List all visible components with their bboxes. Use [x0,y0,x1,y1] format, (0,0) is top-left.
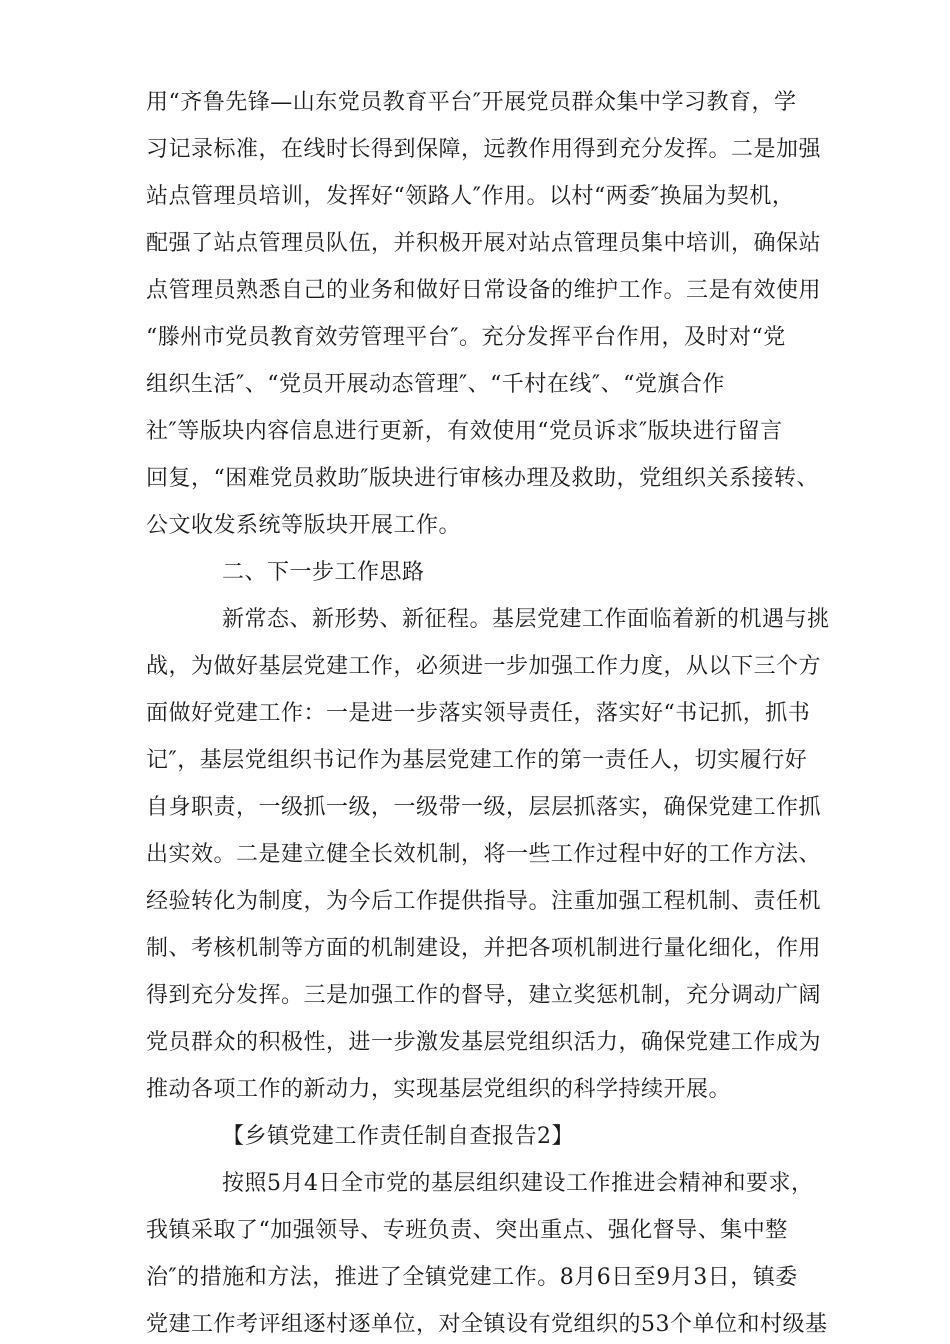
text-line: 点管理员熟悉自己的业务和做好日常设备的维护工作。三是有效使用 [146,278,822,303]
text-line: 经验转化为制度，为今后工作提供指导。注重加强工程机制、责任机 [146,889,822,914]
text-line: “滕州市党员教育效劳管理平台″。充分发挥平台作用，及时对“党 [146,325,786,350]
text-line: 公文收发系统等版块开展工作。 [146,513,462,538]
text-line: 战，为做好基层党建工作，必须进一步加强工作力度，从以下三个方 [146,654,822,679]
text-line: 新常态、新形势、新征程。基层党建工作面临着新的机遇与挑 [222,607,830,632]
text-line: 自身职责，一级抓一级，一级带一级，层层抓落实，确保党建工作抓 [146,795,822,820]
text-line: 回复，“困难党员救助″版块进行审核办理及救助，党组织关系接转、 [146,466,819,491]
text-line: 制、考核机制等方面的机制建设，并把各项机制进行量化细化，作用 [146,936,822,961]
text-line: 出实效。二是建立健全长效机制，将一些工作过程中好的工作方法、 [146,842,822,867]
text-line: 按照5月4日全市党的基层组织建设工作推进会精神和要求， [222,1171,814,1196]
text-line: 得到充分发挥。三是加强工作的督导，建立奖惩机制，充分调动广阔 [146,983,822,1008]
text-line: 记″，基层党组织书记作为基层党建工作的第一责任人，切实履行好 [146,748,808,773]
section-heading: 二、下一步工作思路 [222,560,425,585]
text-line: 用“齐鲁先锋—山东党员教育平台″开展党员群众集中学习教育，学 [146,90,797,115]
text-line: 推动各项工作的新动力，实现基层党组织的科学持续开展。 [146,1077,732,1102]
text-line: 社″等版块内容信息进行更新，有效使用“党员诉求″版块进行留言 [146,419,783,444]
text-line: 组织生活″、“党员开展动态管理″、“千村在线″、“党旗合作 [146,372,725,397]
text-line: 站点管理员培训，发挥好“领路人″作用。以村“两委″换届为契机， [146,184,795,209]
text-line: 我镇采取了“加强领导、专班负责、突出重点、强化督导、集中整 [146,1218,788,1243]
text-line: 党员群众的积极性，进一步激发基层党组织活力，确保党建工作成为 [146,1030,822,1055]
text-line: 配强了站点管理员队伍，并积极开展对站点管理员集中培训，确保站 [146,231,822,256]
text-line: 面做好党建工作：一是进一步落实领导责任，落实好“书记抓，抓书 [146,701,811,726]
text-line: 习记录标准，在线时长得到保障，远教作用得到充分发挥。二是加强 [146,137,822,162]
text-line: 治″的措施和方法，推进了全镇党建工作。8月6日至9月3日，镇委 [146,1265,798,1290]
report-title: 【乡镇党建工作责任制自查报告2】 [222,1124,574,1149]
text-line: 党建工作考评组逐村逐单位，对全镇设有党组织的53个单位和村级基 [146,1312,828,1337]
